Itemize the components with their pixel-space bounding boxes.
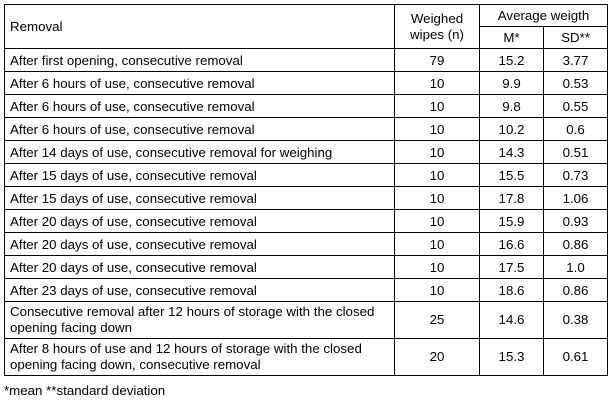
table-body — [5, 49, 608, 376]
table-row — [5, 233, 608, 256]
cell-removal: After 20 days of use, consecutive removal — [5, 256, 395, 279]
table-row — [5, 302, 608, 339]
cell-n: 10 — [395, 95, 480, 118]
cell-removal: After 14 days of use, consecutive removal for weighing — [5, 141, 395, 164]
table-row — [5, 118, 608, 141]
cell-removal: After 6 hours of use, consecutive removal — [5, 118, 395, 141]
cell-mean: 15.3 — [480, 339, 544, 376]
cell-n: 10 — [395, 279, 480, 302]
cell-sd: 0.93 — [544, 210, 608, 233]
cell-mean: 14.3 — [480, 141, 544, 164]
cell-sd: 0.6 — [544, 118, 608, 141]
wipes-weight-table — [4, 4, 608, 376]
table-row — [5, 256, 608, 279]
table-row — [5, 141, 608, 164]
table-row — [5, 187, 608, 210]
cell-removal: After 6 hours of use, consecutive removal — [5, 72, 395, 95]
cell-removal: After first opening, consecutive removal — [5, 49, 395, 72]
cell-mean: 18.6 — [480, 279, 544, 302]
table-row — [5, 164, 608, 187]
cell-removal: After 20 days of use, consecutive removal — [5, 233, 395, 256]
cell-n: 25 — [395, 302, 480, 339]
cell-sd: 1.0 — [544, 256, 608, 279]
cell-sd: 0.61 — [544, 339, 608, 376]
cell-removal: Consecutive removal after 12 hours of storage with the closed opening facing down — [5, 302, 395, 339]
cell-mean: 17.8 — [480, 187, 544, 210]
table-row — [5, 279, 608, 302]
cell-mean: 16.6 — [480, 233, 544, 256]
cell-removal: After 6 hours of use, consecutive removal — [5, 95, 395, 118]
cell-sd: 1.06 — [544, 187, 608, 210]
table-row — [5, 339, 608, 376]
cell-n: 10 — [395, 118, 480, 141]
cell-sd: 0.73 — [544, 164, 608, 187]
cell-n: 10 — [395, 141, 480, 164]
table-row — [5, 72, 608, 95]
header-mean: M* — [480, 27, 544, 49]
cell-mean: 17.5 — [480, 256, 544, 279]
cell-removal: After 15 days of use, consecutive removal — [5, 187, 395, 210]
cell-mean: 15.5 — [480, 164, 544, 187]
cell-n: 79 — [395, 49, 480, 72]
cell-sd: 0.51 — [544, 141, 608, 164]
table-row — [5, 49, 608, 72]
header-average-weight: Average weigth — [480, 5, 608, 27]
cell-sd: 3.77 — [544, 49, 608, 72]
cell-mean: 15.2 — [480, 49, 544, 72]
header-sd: SD** — [544, 27, 608, 49]
header-removal: Removal — [5, 5, 395, 49]
cell-n: 10 — [395, 187, 480, 210]
cell-n: 20 — [395, 339, 480, 376]
cell-mean: 10.2 — [480, 118, 544, 141]
cell-removal: After 15 days of use, consecutive removal — [5, 164, 395, 187]
cell-sd: 0.55 — [544, 95, 608, 118]
table-footnote: *mean **standard deviation — [4, 383, 166, 398]
table-row — [5, 210, 608, 233]
cell-mean: 15.9 — [480, 210, 544, 233]
cell-n: 10 — [395, 164, 480, 187]
cell-mean: 14.6 — [480, 302, 544, 339]
cell-n: 10 — [395, 72, 480, 95]
cell-mean: 9.9 — [480, 72, 544, 95]
cell-sd: 0.86 — [544, 233, 608, 256]
cell-n: 10 — [395, 233, 480, 256]
table-row — [5, 95, 608, 118]
table-header — [5, 5, 608, 49]
cell-removal: After 23 days of use, consecutive removal — [5, 279, 395, 302]
cell-sd: 0.53 — [544, 72, 608, 95]
cell-sd: 0.86 — [544, 279, 608, 302]
cell-n: 10 — [395, 210, 480, 233]
cell-mean: 9.8 — [480, 95, 544, 118]
header-weighed-wipes: Weighed wipes (n) — [395, 5, 480, 49]
cell-removal: After 20 days of use, consecutive removal — [5, 210, 395, 233]
cell-removal: After 8 hours of use and 12 hours of storage with the closed opening facing down, consecutive removal — [5, 339, 395, 376]
cell-n: 10 — [395, 256, 480, 279]
cell-sd: 0.38 — [544, 302, 608, 339]
